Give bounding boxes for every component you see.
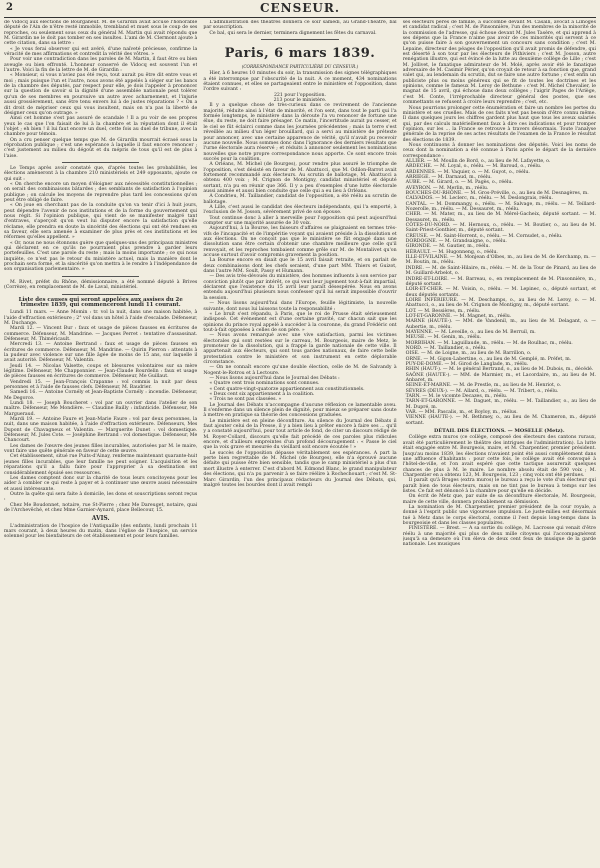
article-paragraph: « Je vous ferai observer qui est avéré, d'une naïveté précieuse, confirme la véracité de mes affirmations et contredit la vérité des vôtres. » bbox=[4, 46, 198, 58]
article-paragraph: — Nous lisons aujourd'hui dans l'Europe, feuille légitimiste, la nouvelle suivante, dont nous lui laissons toute la responsabilité : bbox=[203, 301, 397, 312]
article-paragraph: Il paraît qu'à Bruges (extra muros) le bureau a reçu le vote d'un électeur qui paraît bien de tous électeurs, mais on ne tint pas le bureau à temps sur les listes. Ce fait est dénoncé à la chambre pour qu'elle en décide. bbox=[402, 478, 596, 494]
article-paragraph: Le Journal des Débats n'accompagne d'aucune réflexion ce lamentable aveu. Il s'enferme dans un silence plein de dignité, pour mieux se préparer sans doute à mettre en pratique sa théorie des concessions graduées. bbox=[203, 402, 397, 419]
article-paragraph: Le ministère est en pleine déconfiture. Au silence du Journal des Débats il faut ajouter celui de la Presse, il y a bien lieu à prêter encore à faire ses ... qu'il y a constaté aujourd'hui, pour tout article de fond, de citer un discours rédigé de M. Royer-Collard, discours qu'elle fait précédé de ces paroles plus ridicules encore, et d'ailleurs empreintes d'un profond découragement : « Passe le ciel que la voix grave et mesurée du vieillard soit encore écoutée ! » bbox=[203, 418, 397, 451]
column-1 bbox=[4, 20, 197, 864]
article-paragraph: L'administration de l'hospice de l'Antiquaille (des enfants, lundi prochain 11 mars courant, à deux heures du matin, dans l'église de l'hospice, un service solennel pour les bienfaiteurs de cet établissement et pour leurs familles. bbox=[4, 523, 198, 540]
department-result: ARDECHE. — M. Loyal, o., réélu. — M. Baroud, o., réélu. bbox=[405, 164, 542, 170]
article-paragraph: « Deux cent six appartiennent à la coalition. bbox=[209, 392, 315, 397]
department-result: LOIRE INFÉRIEURE. — M. Deschamps, o., au lieu de M. Leroy, o. — M. Abattucci, o., au lieu de M. Crignon de Montigny, m., député sortant. bbox=[405, 297, 596, 309]
article-paragraph: Nous pourrions prolonger cette énumération et faire un nombre les pertes du ministère et ses cruelles. Mais de ces faits n'est pas besoin d'être connu même. Il dans quelques jours les chiffres gardent plus haut que tous les aveux salariés qui, par des calculs matériellement faux à dire ces indications et pour tromper l'opinion, sur les ... la France se retrouve à travers désormais. Toute l'analyse générale de la reprise de ses actes résultats de l'examen de la France le résultat des élections de 1839. bbox=[402, 105, 596, 143]
department-result: ORNE. — M. Gigon-Labertine, o., au lieu de M. Gemplé, m. Préfet, m. bbox=[405, 356, 572, 362]
department-result: RHIN (HAUT-). — M. le général Bertrand, o., au lieu de M. Dubois, m., décédé. bbox=[405, 367, 594, 373]
vote-tally: 221 pour l'opposition. bbox=[273, 92, 327, 98]
department-result: TARN. — M. le vicomte Decazes, m., réélu. bbox=[405, 394, 508, 400]
department-result: VAR. — MM. Pascalis, m., et Boyloy, m., réélus. bbox=[405, 410, 518, 416]
paper-title: CENSEUR. bbox=[259, 1, 341, 15]
article-paragraph: On a cru penser quelque temps que M. de Girardin mourrait écrasé sous la réprobation publique ; c'est une espérance à laquelle il faut encore renoncer ; c'est justement au milieu du dégoût et du mépris de tous qu'il est de plus à l'aise. bbox=[4, 137, 198, 159]
election-detail-heading: DÉTAIL DES ÉLECTIONS. — MOSELLE (Metz). bbox=[434, 428, 565, 435]
article-paragraph: de Vidocq aux élections de Bourganeuf. M. de Girardin avait accusé l'honorable député de l'Ain de n'être resté immobile, trembland et muet sous le coup de ses reproches, ou seulement sous ceux du général M. Martin qui avait répondu que M. Girardin ne le doit pas tomber en ses insultes. L'ami de M. Clermont ajoute à cette citation, dans sa lettre : bbox=[4, 20, 198, 47]
notice-heading: AVIS. bbox=[91, 515, 110, 523]
department-result: LOIR-ET-CHER. — M. Voisin, o., réélu. — M. Lepinec, o., député sortant, et deux députés sortants. bbox=[405, 287, 596, 298]
article-paragraph: A Orléans, M. Michel (de Bourges), pour rendre plus assuré le triomphe de l'opposition, s'est désisté en faveur de M. Abattucci, que M. Odilon-Barrot avait fortement recommandé aux électeurs. Au scrutin de ballotage, M. Abattucci a obtenu 400 voix ; M. Crignon de Montigny, candidat ministériel et député sortant, n'a pu en réunir que 366. Il y a peu d'exemples d'une lutte électorale aussi animée et aussi bien conduite que celle qui a eu lieu à Orléans. bbox=[203, 162, 397, 194]
article-paragraph: — On ne connaît encore qu'une double élection, celle de M. de Salvandy à Nogent-le-Rotrou et à Lectoure. bbox=[203, 365, 397, 376]
article-paragraph: « Monsieur, si vous n'aviez pas été reçu, tout aurait pu être dit entre vous et moi ; mais puisque l'un et l'autre, nous avons été appelés à siéger sur les bancs de la chambre des députés, par respect pour elle, je dois l'appeler à prononcer sur la question de savoir si la dignité d'une assemblée nationale peut tolérer qu'un de ses membres en poursuive un autre avec acharnement, et l'injurie aussi grossièrement, sans être tenu envers lui à de justes réparations ? « On a dit droit de mépriser ceux qui vous insultent, mais on n'a pas la liberté de désigner ceux qu'on outrage. » bbox=[4, 73, 198, 116]
article-paragraph: Pour voir une contradiction dans les paroles de M. Martin, il faut être ou bien aveugle ou bien effronté. L'honneur conservé de Vidocq est souvent l'un et l'autre. Voici la fin de la lettre de M. de Girardin : bbox=[4, 57, 198, 74]
masthead-rule bbox=[4, 17, 596, 18]
article-paragraph: « On cherche encore un moyen d'éloigner aux nécessités constitutionnelles ; on serait des combinaisons bâtardes ; des semblants de satisfaction à l'opinion publique ; on calcule les moyens de reprendre plus tard les concessions qu'on peut être obligé de faire. bbox=[4, 181, 198, 203]
department-result: OISE. — M. de Loigne, m., au lieu de M. Barrillon, o. bbox=[405, 351, 532, 357]
department-result: ALLIER. — M. Moulin de Bord, o., au lieu de M. Lafayette, o. bbox=[405, 158, 551, 164]
article-paragraph: M. Rivet, préfet du Rhône, démissionnaire, a été nommé député à Brives (Corrèze), en remplacement de M. de Laval, ministériel. bbox=[4, 279, 198, 291]
correspondence-subheading: (CORRESPONDANCE PARTICULIÈRE DU CENSEUR.) bbox=[241, 64, 359, 70]
article-paragraph: ses électeurs pères de famille, a succombé devant M. Casalli, avocat à Limoges et candidat radical ; c'est M. de Pinsonnière, l'un des membres de la minorité de la commission de l'adresse, qui échoue devant M. Jules Tasère, et qui apprend à ses dépens que la France n'aime pas avoir de ces minorités qui servent à ce qu'on puisse faire à son gouvernement un concours sans condition ; c'est M. Lepaine, directeur des péages de l'opposition qu'il avait promis de défendre, qui est déserté à son tour par les électeurs de Pithiviers ; c'est M. Josson, autre renégation illustre, qui est évincé de la lutte au deuxième collège de Lille ; c'est M. Jollivet, le fanatique admirateur de M. Molé, après avoir été le fanatique adversaire de M. Casimir Périer, qu'on croyait de retour à sa fonction que, grand valet qui, au lendemain du scrutin, dut se faire une autre fortune ; c'est enfin un publiciste plus ou moins généreux qui se fit de toutes les doctrines et les opinions, comme le fameux M. Leroy de Bethune : c'est M. Michel Chevalier, le magnat de 15 avril, qui échoue dans deux collèges ; l'aigrir Pages de l'Ariège, c'est M. Conte, l'irréprochable directeur général des postes, que ses commettants se refusent à croire leurs reprendre ; c'est, etc. bbox=[402, 20, 596, 106]
department-result: CREUSE. — M. Saint-Horrent, o., réélu. — M. Cornudet, o., réélu. bbox=[405, 233, 563, 239]
article-paragraph: Lundi 18. — Joseph Boucheret : vol par un ouvrier dans l'atelier de son maître. Défenseur, Me Mondière. — Claudine Bailly : infanticide. Défenseur, Me Margueraud. bbox=[4, 401, 198, 417]
department-result: PUY-DE-DOME. — M. Girod de Langlade, m., réélu. bbox=[405, 362, 529, 367]
separator-rule bbox=[62, 294, 139, 295]
article-paragraph: On écrit de Metz que, par suite de sa déconfiture électorale, M. Bourgeois, maire de cette ville, donnera probablement sa démission. bbox=[402, 494, 596, 505]
article-paragraph: Le Temps après avoir constaté que, d'après toutes les probabilités, les élections amèneront à la chambre 210 ministériels et 249 opposants, ajoute ce qui suit : bbox=[4, 165, 198, 182]
department-result: LOT. — M. Bessières, m., réélu. bbox=[405, 308, 481, 314]
article-paragraph: Hier, à 6 heures 10 minutes du soir, la transmission des signes télégraphiques a été interrompue par l'obscurité de la nuit. A ce moment, 434 nominations étaient connues, et elles se partageaient entre le ministère et l'opposition, dans l'ordre suivant : bbox=[203, 71, 397, 93]
separator-rule bbox=[62, 276, 139, 277]
masthead bbox=[0, 0, 600, 18]
article-paragraph: La Bourse encore en disait que le 15 avril faisait retraite, et on parlait de deux combinaisons dont les chefs seraient, d'une part MM. Thiers et Guizot, dans l'autre MM. Soult, Passy et Humann. bbox=[203, 258, 397, 275]
article-paragraph: Mercredi 13. — Antoine Bertrand : faux et usage de pièces fausses en écritures de commerce. Défenseur, M. Mandrine. — Quirin Pierron : attentats à la pudeur avec violence sur une fille âgée de moins de 15 ans, sur laquelle il avait autorité. Défenseur, M. Valentin. bbox=[4, 342, 198, 364]
department-result: CÔTES-DU-NORD. — M. Hernoux, o., réélu. — M. Boutier, o., au lieu de M. Saint-Priest-Gonthier, m., député sortant. bbox=[405, 223, 596, 234]
article-paragraph: « Trois ne sont pas classées. » bbox=[209, 397, 282, 403]
article-paragraph: Cet établissement, situé rue Puits-d'Ainay, renferme maintenant quarante-huit jeunes filles incurables, que leur famille ne peut soigner. L'acquisition et les réparations qu'il a fallu faire pour l'approprier à sa destination ont considérablement épuisé ses ressources. bbox=[4, 454, 198, 476]
department-result: INDRE-ET-LOIRE. — M. Barreau, o., en remplacement de M. Pinsonnière, m., député sortant. bbox=[405, 276, 596, 287]
department-result: TARN-ET-GARONNE. — M. Daguet, m., réélu. — M. Taillandier, o., au lieu de M. Dupré, m. bbox=[405, 399, 596, 410]
article-paragraph: — Nous avons remarqué avec une vive satisfaction, parmi les victimes électorales qui sont restées sur le carreau, M. Bourgeois, maire de Metz, le promoteur de la dissolution, qui a frappé la garde nationale de cette ville. Il appartenait aux électeurs, qui sont tous gardes nationaux, de faire cette belle protestation contre le ministère et son instrument en cette déplorable circonstance. bbox=[203, 333, 397, 365]
article-paragraph: Chez Me Boudonnet, notaire, rue St-Pierre ; chez Me Dareuget, notaire, quai de l'Archevêché, et chez Mme Garnier-Aynard, place Bellecour, 15. bbox=[4, 502, 198, 513]
article-paragraph: Mardi 12. — Vincent Bur : faux et usage de pièces fausses en écritures de commerce. Défenseur, M. Mandrine. — Jacques Perret : tentative d'assassinat. Défenseur, M. Thiméricault. bbox=[4, 326, 198, 342]
department-result: CHER. — M. Mater, m., au lieu de M. Mérel-Gacheix, député sortant. — M. Dessauret, m., réélu. bbox=[405, 212, 596, 223]
article-paragraph: Samedi 16. — Antoine Cornély et Jean-Baptiste Cornély : incendie. Défenseur, Me Degorce. bbox=[4, 390, 198, 401]
column-2 bbox=[203, 20, 396, 864]
department-result: GIRONDE. — M. Gautier, m., réélu. bbox=[405, 244, 490, 250]
article-paragraph: Ainsi cet homme s'est pas assuré de scandale ! Il a pu voir de ses propres yeux le cas que l'on faisait de lui à la chambre et la réputation dont il était l'objet ; eh bien ! il lui faut encore un duel, cette fois au duel de tribune, avec la chambre pour témoin. bbox=[4, 116, 198, 138]
separator-rule bbox=[62, 162, 139, 163]
article-paragraph: « Quatre cent trois nominations sont connues. bbox=[209, 381, 320, 387]
article-paragraph: — Des avis très-dévoués du ministère, des hommes influents à son service par conviction plutôt que par intérêt, ce qui veut leur jugement tout-à-fait impartial, déclarent que l'existence du 15 avril leur paraît désespérée. Nous en avons entendu aujourd'hui plusieurs nous confesser qu'il lui serait impossible d'ouvrir la session. bbox=[203, 274, 397, 301]
department-result: CALVADOS. — M. Leclerc, m., réélu. — M. Deslongrais, réélu. bbox=[405, 196, 554, 202]
article-paragraph: A Condrieu, M. Taillandier, candidat de l'opposition, a été réélu au scrutin de ballotage. bbox=[203, 194, 397, 205]
article-paragraph: « Or, nous ne nous étonnons guère que quelques-uns des principaux ministres qui déclarent en ce qu'ils ne pourraient plus prendre à garder leurs portefeuilles. C'est une parole du reste ; mais la moins importante ; ce qui nous inquiète, ce n'est pas le retour du ministère actuel, mais la manière dont le prochain sera formé, et la sincérité qu'on mettra à le rendre à l'indépendance de son organisation parlementaire. » bbox=[4, 240, 198, 273]
article-paragraph: Les dames comptent donc sur la charité de tous leurs concitoyens pour les aider à combler ce qui reste à payer et à continuer une œuvre aussi nécessaire et aussi intéressante. bbox=[4, 475, 198, 492]
article-paragraph: Mardi 19. — Antoine Faure et Jean-Marie Faure : vol par deux personnes, la nuit, dans une maison habitée, à l'aide d'effraction extérieure. Défenseurs, Mes Dupont de Chavagneux et Valentin. — Marguerite Dunet : vol domestique. Défenseur, M. Jules Cote. — Joséphine Bertrand : vol domestique. Défenseur, Me Chancourt. bbox=[4, 417, 198, 444]
article-paragraph: « On joue en cherchant pas de la conduite qu'on va tenir d'ici à huit jours, peut dépendre l'avenir de nos institutions et de la forme du gouvernement qui nous régit. Si l'opinion publique, qui vient de se manifester malgré tant d'entraves, s'aperçoit qu'on veut lui disputer encore la satisfaction qu'elle réclame, elle prendra en doute la sincérité des élections qui ont été rendues en sa faveur, elle sera amenée à examiner de plus près et ces institutions et les réformes qu'elles appellent. » bbox=[4, 203, 198, 241]
vote-tally: 213 pour le ministère. bbox=[273, 98, 327, 104]
department-result: MEUSE. — M. Genin, m., réélu. bbox=[405, 335, 482, 341]
dateline-heading: Paris, 6 mars 1839. bbox=[224, 46, 376, 62]
article-paragraph: Lundi 11 mars. — Anne Momin : tr. vol la nuit, dans une maison habitée, à l'aide d'effraction extérieure ; 2° vol dans un hôtel à l'aide d'escalade. Défenseur, M. Duchange. bbox=[4, 310, 198, 326]
page-number: 2 bbox=[6, 2, 13, 13]
department-result: CANTAL. — M. Dommangy, o., réélu. — M. Salvage, m., réélu. — M. Teillard-Nozerolle, m., réélu. — M. Dessauret, m., réélu. bbox=[405, 201, 596, 213]
department-result: ARRIEGE. — M. Darnaud, m., réélu. bbox=[405, 174, 492, 180]
department-result: BOUCHES-DU-RHÔNE. — M. Gros-Préville, o., au lieu de M. Desnagères, m. bbox=[405, 191, 589, 196]
department-result: AUBE. — M. Girard, o. — M. Pagès, o., réélu. bbox=[405, 180, 513, 186]
article-paragraph: « Cent quatre-vingt-quatorze appartiennent aux constitutionnels. bbox=[209, 386, 365, 392]
article-paragraph: L'administration des théâtres donnera ce soir samedi, au Grand-Théâtre, bal par souscription. bbox=[203, 20, 397, 31]
article-paragraph: Collège extra muros (ce collège, composé des électeurs des cantons ruraux, avait été particulièrement le théâtre des intrigues de l'administration). La lutte était engagée entre M. Bourgeois, maire, et M. Charpentier, premier président. Jusqu'au moins 1839, les élections n'avaient point été aussi complètement dans une affluence d'habitants : pour cette fois, le collège avait été convoqué à l'hôtel-de-ville, et l'on avait espéré que cette tactique assurerait quelques chances de plus à M. le maire. Le nombre absolu était de 590 voix ; M. Charpentier en a obtenu 123, M. Bourgeois, 123 ; cinq voix ont été perdues. bbox=[402, 435, 596, 478]
department-result: NORD. — M. Taillandier, o., réélu. bbox=[405, 345, 487, 351]
article-paragraph: A Lille, c'est aussi le candidat des électeurs indépendants, qui l'a emporté, à l'exclusion de M. Josson, sévèrement privé de son épouse. bbox=[203, 204, 397, 216]
department-result: ARDENNES. — M. Vaquier, o. — M. Guyot, o., réélu. bbox=[405, 169, 530, 175]
column-3 bbox=[403, 20, 596, 864]
article-paragraph: Jeudi 14. — Nicolas Valsette, coups et blessures volontaires sur sa mère légitime. Défenseur, Me Chapponnier. — Jean-Claude Bourdelin : faux et usage de pièces fausses en écritures de commerce. Défenseur, Me Guillaut. bbox=[4, 363, 198, 380]
department-result: SÈVRES (DEUX-). — M. Allard, o., réélu. — M. Tribert, o., réélu. bbox=[405, 388, 559, 394]
article-paragraph: Aujourd'hui, à la Bourse, les faiseurs d'affaires se plaignaient en termes très-vifs de l'incapacité et de l'impéritie voyant qui avaient préside à la dissolution et aux élections. On ne conçoit pas que le ministère se fût engagé dans une dissolution sans être certain d'obtenir une chambre meilleure que celle qu'il renvoyait, et les reproches tombaient comme grêle sur M. de Montalivet qu'on accuse surtout d'avoir compromis gravement la position. bbox=[203, 226, 397, 259]
article-paragraph: Ce bal, qui sera le dernier, terminera dignement les fêtes du carnaval. bbox=[209, 30, 377, 36]
article-paragraph: La nomination de M. Charpentier, premier président de la cour royale, a donné à l'esprit public une vigoureuse impulsion. Le juste-milieu est désormais tué à Metz dans le corps électoral, comme il l'est depuis long-temps dans la bourgeoisie et dans les classes populaires. bbox=[402, 504, 596, 526]
text-columns bbox=[4, 20, 596, 864]
article-paragraph: — Nous lisons aujourd'hui dans le Journal des Débats : bbox=[209, 375, 340, 381]
department-result: AVEYRON. — M. Merlin, m., réélu. bbox=[405, 185, 489, 191]
article-paragraph: Nous continuons à donner les nominations des députés. Voici les noms de ceux dont la nomination a été connue à Paris après le départ de la dernière correspondance : bbox=[402, 142, 596, 159]
department-result: VIENNE (HAUTE-). — M. Bethmey, o., au lieu de M. Chameron, m., député sortant. bbox=[405, 415, 596, 426]
department-result: MARNE (HAUTE-). — MM. de Vandenil, m., au lieu de M. Delagant, o. — Aubertie, m., réélu. bbox=[405, 319, 596, 330]
article-paragraph: Les dames de l'œuvre des jeunes filles incurables, autorisées par M. le maire, vont faire une quête générale en faveur de cette œuvre. bbox=[4, 443, 198, 455]
department-result: DORDOGNE. — M. Grandsaigne, o., réélu. bbox=[405, 239, 507, 245]
separator-rule bbox=[261, 39, 338, 40]
article-paragraph: « Le bruit s'est répandu, à Paris, que le roi de Prusse était sérieusement indisposé. Cet événement est d'une certaine gravité, car chacun sait que les opinions du prince royal appelé à succéder à la couronne, du grand Frédéric ont tout-à-fait opposées à celles de son père. » bbox=[203, 311, 397, 333]
department-result: INDRE. — M. de Saint-Hilaire, m., réélu. — M. de la Tour de Pinard, au lieu de M. Guillard-Arbelot, o. bbox=[405, 265, 596, 277]
department-result: SEINE-ET-MARNE. — M. de Prestle, m., au lieu de M. Henriot, o. bbox=[405, 383, 562, 389]
section-heading: Liste des causes qui seront appelées aux assises du 2e trimestre 1839, qui commenceront lundi 11 courant. bbox=[18, 296, 183, 308]
department-result: SAÔNE (HAUTE-). — MM. de Marmier, m., et Lacordaire, m., au lieu de M. Anbaret, m. bbox=[405, 372, 596, 384]
article-paragraph: Il y a quelque chose de très-curieux dans ce revirement de l'ancienne majorité, réduite ainsi à l'état de minorité, et l'on sent, dans tout le parti qui l'a formée longtemps, le ministère dans la déroute l'a vu renoncer de fortune une élue, du reste, ne doit faire présager. Ce matin, l'incertitude aurait pu cesser, et le ciel se fût éclairci comme dans les journées précédentes ; mais la terre s'est réveillée au milieu d'un léger brouillard, qui a servi au ministère de prétexte pour annoncer, avec une certaine apparence de vérité, qu'il n'avait pu recevoir aucune nouvelle. Nous sommes donc dans l'ignorance des derniers résultats que l'urne électorale aura réservé ; et réduits à annoncer seulement les nominations nouvelles que notre propre correspondance nous apporte. Ce sont encore trois succès pour la coalition. bbox=[203, 103, 397, 162]
department-result: MORBIHAN. — M. Laguillaude, m., réélu. — M. de Roulhac, m., réélu. bbox=[405, 340, 573, 346]
department-result: ILLE-ET-VILAINE. — M. Monjean d'Olbes, m., au lieu de M. de Kerchamp, m. — M. Boutin, m., réélu. bbox=[405, 255, 596, 266]
department-result: MAYENNE. — M. Leveille, o., au lieu de M. Berruil, m. bbox=[405, 329, 536, 335]
article-paragraph: Vendredi 15. — Jean-François Crapanne : vol commis la nuit par deux personnes et à l'aide de fausses clefs. Défenseur, M. Baudrier. bbox=[4, 379, 198, 390]
article-paragraph: Outre la quête qui sera faite à domicile, les dons et souscriptions seront reçus : bbox=[4, 491, 198, 503]
article-paragraph: FINISTÈRE. — Brest. — A sa sortie du collège, M. Lacrosse qui venait d'être réélu à une majorité qui plus de deux mille citoyens qui l'accompagnèrent jusqu'à sa demeure où l'on éleva de deux cent feux de musique de la garde nationale. Les musiques bbox=[402, 526, 596, 548]
department-result: HÉRAULT. — M. Hugonneng, o., réélu. bbox=[405, 249, 498, 255]
article-paragraph: Le succès de l'opposition dépasse véritablement ses espérances. A part la perte bien regrettable de M. Michel (de Bourges), elle n'a éprouvé aucune défaite qui puisse être bien sensible, tandis que le camp ministériel a plus d'un mort illustre à enterrer. C'est d'abord M. Edmond Blanc, le grand manipulateur des élections, qui n'a pu parvenir à se faire réélire à Rochechouart ; c'est M. St-Marc Girardin, l'un des principaux rédacteurs du Journal des Débats, qui, malgré toutes les bourdes dont il avait rempli bbox=[203, 450, 397, 488]
article-paragraph: Tout continue donc à aller à merveille pour l'opposition qui peut aujourd'hui compter sur une majorité assurée de 30 voix. bbox=[203, 215, 397, 226]
department-result: LOT-ET-GARONNE. — M. Magnet, m., réélu. bbox=[405, 313, 512, 319]
